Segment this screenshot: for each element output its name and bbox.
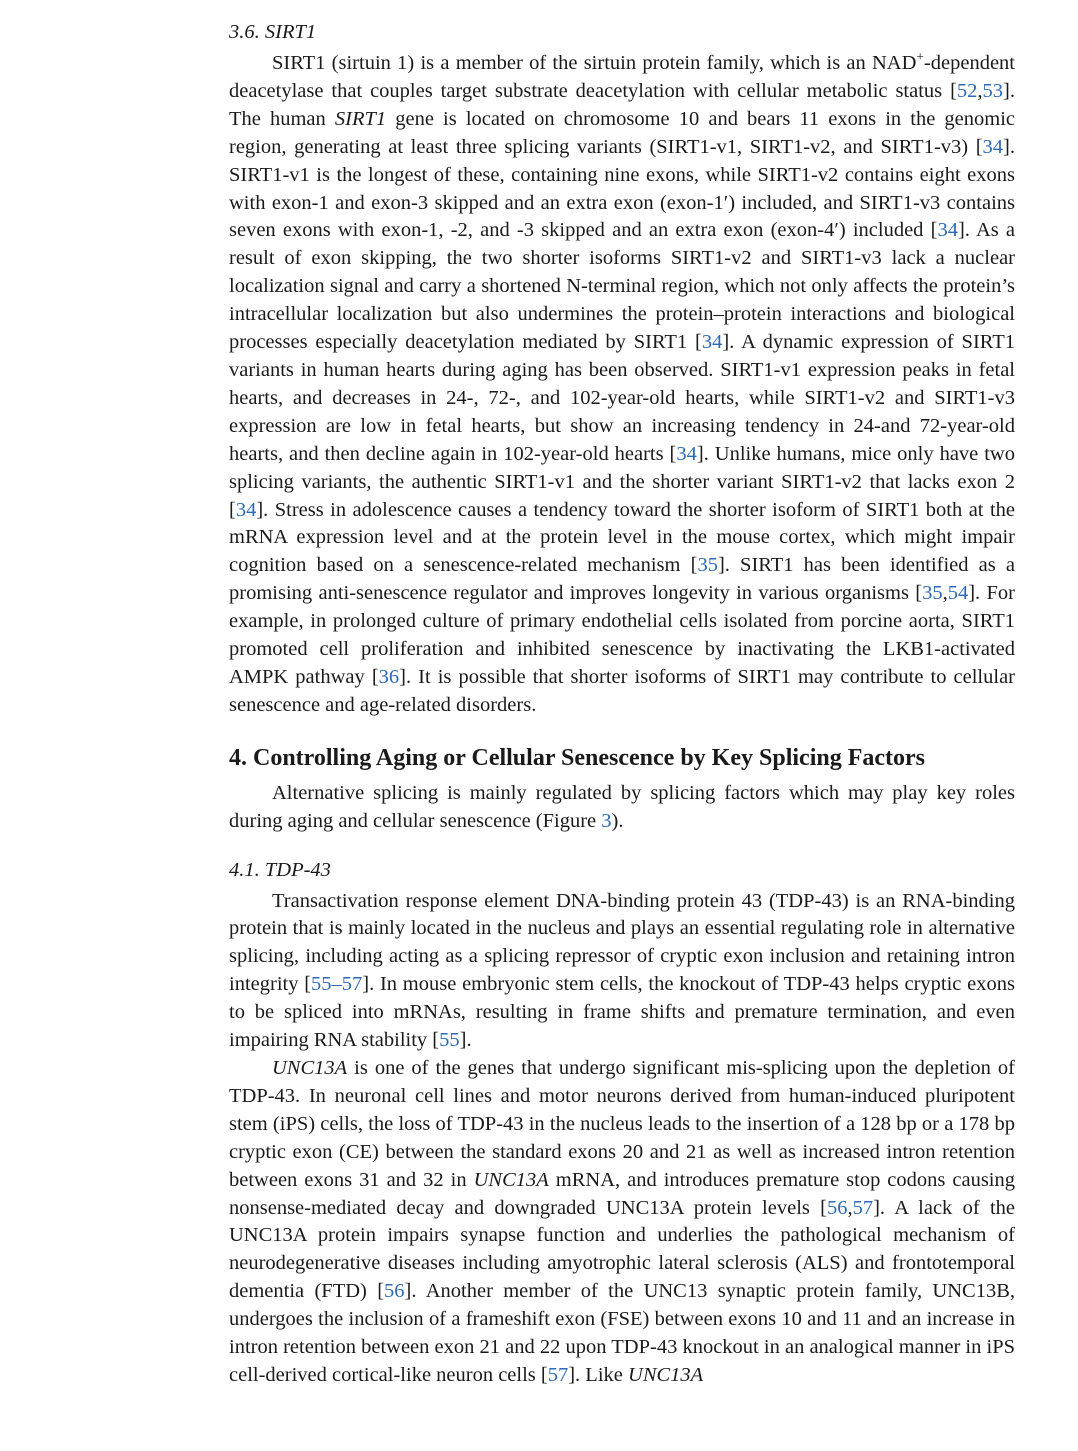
text-run: ]. As a result of exon skipping, the two shorter isoforms SIRT1-v2 and SIRT1-v3 lack a nuclear localization signal and carry a shortened N-terminal region, which not only affects the protein’s intracellular localization but also undermines the protein–protein interactions and biological processes especially deacetylation mediated by SIRT1 [	[229, 219, 1016, 354]
citation-link[interactable]: 57	[547, 1363, 569, 1386]
text-run: gene is located on chromosome 10 and bears 11 exons in the genomic region, generating at least three splicing variants (SIRT1-v1, SIRT1-v2, and SIRT1-v3) [	[229, 107, 1015, 158]
text-run: Alternative splicing is mainly regulated by splicing factors which may play key roles during aging and cellular senescence (Figure	[229, 781, 1015, 832]
text-run: ]. A dynamic expression of SIRT1 variants in human hearts during aging has been observed. SIRT1-v1 expression peaks in fetal hearts, and decreases in 24-, 72-, and 102-year-old hearts, while SIRT1-v2 and SIRT1-v3 expression are low in fetal hearts, but show an increasing tendency in 24-and 72-year-old hearts, and then decline again in 102-year-old hearts [	[229, 331, 1015, 465]
citation-link[interactable]: 36	[378, 665, 400, 688]
text-run: ].	[459, 1029, 472, 1052]
citation-link[interactable]: 34	[937, 219, 958, 242]
text-run: ]. SIRT1-v1 is the longest of these, containing nine exons, while SIRT1-v2 contains eight exons with exon-1 and exon-3 skipped and an extra exon (exon-1′) included, and SIRT1-v3 contains seven exons with exon-1, -2, and -3 skipped and an extra exon (exon-4′) included [	[229, 135, 1015, 242]
section-4-heading: 4. Controlling Aging or Cellular Senescence by Key Splicing Factors	[229, 744, 925, 771]
italic-term: UNC13A	[473, 1168, 549, 1191]
paragraph-tdp43-intro	[229, 888, 1015, 1055]
citation-link[interactable]: 54	[947, 582, 969, 605]
text-run: ]. In mouse embryonic stem cells, the knockout of TDP-43 helps cryptic exons to be spliced into mRNAs, resulting in frame shifts and premature termination, and even impairing RNA stability [	[229, 973, 1015, 1052]
text-run: -dependent deacetylase that couples target substrate deacetylation with cellular metabolic status [	[229, 52, 1015, 102]
paragraph-tdp43-unc13a	[229, 1055, 1015, 1390]
paragraph-alt-splicing	[229, 780, 1015, 836]
italic-term: SIRT1	[334, 107, 387, 130]
citation-link[interactable]: 57	[852, 1196, 874, 1219]
citation-link[interactable]: 3	[601, 809, 612, 832]
citation-link[interactable]: 53	[982, 79, 1004, 102]
text-run: ,	[847, 1196, 853, 1219]
text-run: ]. Like	[568, 1363, 629, 1386]
text-run: ,	[942, 582, 948, 605]
citation-link[interactable]: 55	[439, 1029, 460, 1052]
italic-term: UNC13A	[628, 1363, 704, 1386]
text-run: ]. Unlike humans, mice only have two splicing variants, the authentic SIRT1-v1 and the shorter variant SIRT1-v2 that lacks exon 2 [	[229, 442, 1015, 521]
italic-term: UNC13A	[272, 1057, 348, 1079]
citation-link[interactable]: 56	[384, 1280, 405, 1303]
citation-link[interactable]: 52	[956, 79, 978, 102]
paper-page	[229, 14, 1015, 1390]
citation-link[interactable]: 34	[676, 442, 697, 465]
text-run: ]. It is possible that shorter isoforms of SIRT1 may contribute to cellular senescence and age-related disorders.	[229, 665, 1015, 716]
text-run: SIRT1 (sirtuin 1) is a member of the sirtuin protein family, which is an NAD	[272, 52, 917, 74]
superscript: +	[916, 49, 924, 65]
text-run: Transactivation response element DNA-binding protein 43 (TDP-43) is an RNA-binding protein that is mainly located in the nucleus and plays an essential regulating role in alternative splicing, including acting as a splicing repressor of cryptic exon inclusion and retaining intron integrity [	[229, 889, 1015, 996]
citation-link[interactable]: 56	[826, 1196, 848, 1219]
text-run: ]. For example, in prolonged culture of primary endothelial cells isolated from porcine aorta, SIRT1 promoted cell proliferation and inhibited senescence by inactivating the LKB1-activated AMPK pathway [	[229, 582, 1015, 688]
section-4-1-heading: 4.1. TDP-43	[229, 858, 331, 881]
citation-link[interactable]: 34	[982, 135, 1004, 158]
section-3-6-heading: 3.6. SIRT1	[229, 21, 317, 43]
text-run: ]. Stress in adolescence causes a tendency toward the shorter isoform of SIRT1 both at the mRNA expression level and at the protein level in the mouse cortex, which might impair cognition based on a senescence-related mechanism [	[229, 498, 1015, 577]
citation-link[interactable]: 35	[697, 554, 718, 577]
citation-link[interactable]: 55–57	[311, 973, 363, 996]
text-run: is one of the genes that undergo significant mis-splicing upon the depletion of TDP-43. In neuronal cell lines and motor neurons derived from human-induced pluripotent stem (iPS) cells, the loss of TDP-43 in the nucleus leads to the insertion of a 128 bp or a 178 bp cryptic exon (CE) between the standard exons 20 and 21 as well as increased intron retention between exons 31 and 32 in	[229, 1057, 1015, 1191]
paragraph-sirt1	[229, 50, 1015, 720]
text-run: mRNA, and introduces premature stop codons causing nonsense-mediated decay and downgraded UNC13A protein levels [	[229, 1168, 1015, 1219]
text-run: ,	[977, 79, 983, 102]
text-run: ).	[611, 809, 624, 832]
citation-link[interactable]: 34	[701, 331, 723, 354]
citation-link[interactable]: 35	[922, 582, 943, 605]
text-run: ]. SIRT1 has been identified as a promising anti-senescence regulator and improves longevity in various organisms [	[229, 554, 1015, 605]
text-run: ]. Another member of the UNC13 synaptic protein family, UNC13B, undergoes the inclusion of a frameshift exon (FSE) between exons 10 and 11 and an increase in intron retention between exon 21 and 22 upon TDP-43 knockout in an analogical manner in iPS cell-derived cortical-like neuron cells [	[229, 1280, 1016, 1386]
text-run: ]. The human	[229, 79, 1015, 130]
text-run: ]. A lack of the UNC13A protein impairs synapse function and underlies the pathological mechanism of neurodegenerative diseases including amyotrophic lateral sclerosis (ALS) and frontotemporal dementia (FTD) [	[229, 1196, 1015, 1303]
citation-link[interactable]: 34	[235, 498, 257, 521]
